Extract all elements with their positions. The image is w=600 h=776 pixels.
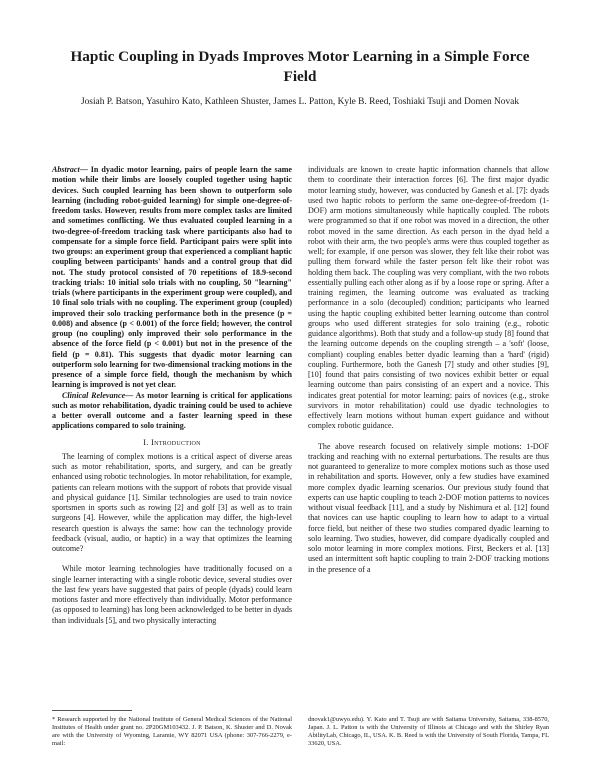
paper-title: Haptic Coupling in Dyads Improves Motor Learning in a Simple Force Field: [70, 48, 530, 85]
abstract-lead: Abstract: [52, 165, 80, 174]
paragraph-gap: [52, 554, 292, 564]
left-column: [52, 165, 292, 626]
abstract: [52, 165, 292, 391]
clinical-relevance-lead: Clinical Relevance: [62, 390, 126, 400]
intro-paragraph: The above research focused on relatively simple motions: 1-DOF tracking and reaching with no external perturbations. The results are thus not guaranteed to generalize to more complex motions such as those used in rehabilitation and sports. However, only a few studies have examined more complex dyadic learning scenarios. Our previous study found that experts can use haptic coupling to teach 2-DOF motion patterns to novices without visual feedback [11], and a study by Nishimura et al. [12] found that novices can use haptic coupling to learn how to adapt to a virtual force field, but neither of these two studies compared dyadic learning to solo learning. Two studies, however, did compare dyadically coupled and solo motor learning in more complex motions. First, Beckers et al. [13] used an intermittent soft haptic coupling to train 2-DOF tracking motions in the presence of a: [308, 441, 549, 574]
intro-paragraph: While motor learning technologies have traditionally focused on a single learner interacting with a single robotic device, several studies over the last few years have suggested that pairs of people (dyads) could learn motions faster and more effectively than individually. Motor performance (as opposed to learning) has long been acknowledged to be better in dyads than individuals [5], and two physically interacting: [52, 564, 292, 625]
intro-paragraph-continued: individuals are known to create haptic information channels that allow them to coordinate their interaction forces [6]. The first major dyadic motor learning study, however, was conducted by Ganesh et al. [7]: dyads used two haptic robots to perform the same one-degree-of-freedom (1-DOF) arm motions simultaneously while haptically coupled. The robots were programmed so that if one robot was moved in a direction, the other robot moved in the same direction. As each person in the dyad held a robot with their arm, the two people's arms were thus coupled together as well; for example, if one person was slower, they felt like their robot was pulling them forward while the faster person felt like their robot was holding them back. The coupling was very compliant, with the two robots essentially pulling each other along as if by a loose rope or spring. After a training regimen, the learning outcome was evaluated as tracking performance in a solo (decoupled) condition; participants who learned using the haptic coupling exhibited better learning outcome than control groups who used different strategies for solo training (e.g., robotic guidance algorithms). Both that study and a follow-up study [8] found that the learning outcome depends on the coupling strength – a 'soft' (loose, compliant) coupling enables better dyadic learning than a 'hard' (rigid) coupling. Furthermore, both the Ganesh [7] study and other studies [9], [10] found that pairs consisting of two novices exhibit better or equal learning outcome than pairs consisting of an expert and a novice. This indicates great potential for motor learning: pairs of novices (e.g., stroke survivors in motor rehabilitation) could use dyadic technologies to effectively learn motions without human expert guidance and without complex robotic guidance.: [308, 165, 549, 431]
section-title: Introduction: [151, 437, 201, 447]
section-number: I.: [143, 437, 149, 447]
paragraph-gap: [308, 432, 549, 442]
footnote-right: dnovak1@uwyo.edu). Y. Kato and T. Tsuji are with Saitama University, Saitama, 338-8570, Japan. J. L. Patton is with the University of Illinois at Chicago and with the Shirley Ryan AbilityLab, Chicago, IL, USA. K. B. Reed is with the University of South Florida, Tampa, FL 33620, USA.: [308, 716, 549, 748]
section-heading-introduction: [52, 438, 292, 448]
abstract-text: — In dyadic motor learning, pairs of people learn the same motion while their limbs are loosely coupled together using haptic devices. Such coupled learning has been shown to outperform solo learning (including robot-guided learning) for simple one-degree-of-freedom tasks. However, results from more complex tasks are limited and sometimes conflicting. We thus evaluated coupled learning in a two-degree-of-freedom tracking task where participants also had to compensate for a simple force field. Participant pairs were split into two groups: an experiment group that experienced a compliant haptic coupling between participants' hands and a control group that did not. The study protocol consisted of 70 repetitions of 18.9-second tracking trials: 10 initial solo trials with no coupling, 50 "learning" trials (where participants in the experiment group were coupled), and 10 final solo trials with no coupling. The experiment group (coupled) improved their solo tracking performance both in the presence (p = 0.008) and absence (p < 0.001) of the force field; however, the control group (no coupling) only improved their solo performance in the absence of the force field (p < 0.001) but not in the presence of the field (p = 0.81). This suggests that dyadic motor learning can outperform solo learning for two-dimensional tracking motions in the presence of a simple force field, though the mechanism by which learning is improved is not yet clear.: [52, 165, 292, 390]
footnote-rule: [52, 710, 132, 711]
right-column: [308, 165, 549, 575]
clinical-relevance: [52, 391, 292, 432]
intro-paragraph: The learning of complex motions is a critical aspect of diverse areas such as motor rehabilitation, sports, and surgery, and can be greatly enhanced using robotic technologies. In motor rehabilitation, for example, patients can relearn motions with the support of robots that provide visual and physical guidance [1]. Similar technologies are used to train novice sportsmen in sports such as rowing [2] and golf [3] as well as to train surgeons [4]. However, while the application may differ, the high-level research question is always the same: how can the technology provide feedback (visual, audio, or haptic) in a way that optimizes the learning outcome?: [52, 451, 292, 553]
clinical-relevance-text: — As motor learning is critical for applications such as motor rehabilitation, dyadic training could be used to achieve a better overall outcome and a faster learning speed in these applications compared to solo training.: [52, 390, 292, 431]
author-list: Josiah P. Batson, Yasuhiro Kato, Kathleen Shuster, James L. Patton, Kyle B. Reed, Toshiaki Tsuji and Domen Novak: [80, 97, 520, 107]
footnote-left: * Research supported by the National Institute of General Medical Sciences of the National Institutes of Health under grant no. 2P20GM103432. J. P. Batson, K. Shuster and D. Novak are with the University of Wyoming, Laramie, WY 82071 USA (phone: 307-766-2279, e-mail:: [52, 716, 292, 748]
